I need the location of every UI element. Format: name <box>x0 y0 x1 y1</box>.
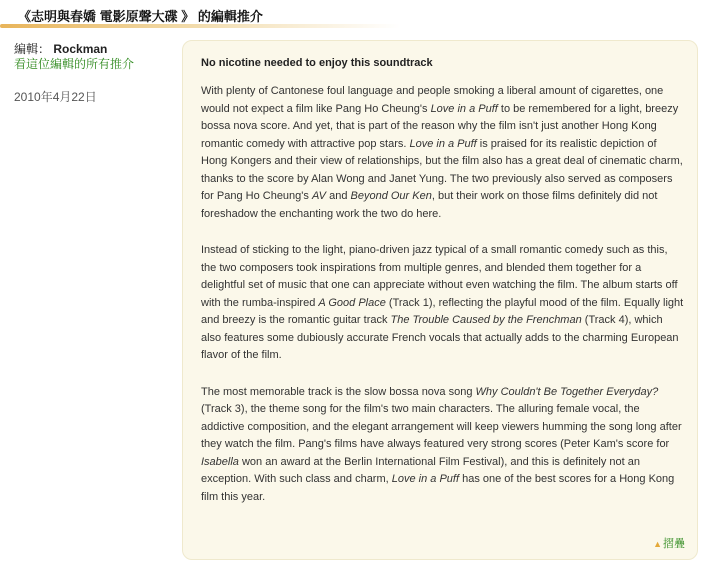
all-recommendations-link[interactable]: 看這位編輯的所有推介 <box>14 57 135 71</box>
review-paragraph-1 <box>201 83 685 223</box>
text-run: to be remembered for a light, breezy bossa nova score. And yet, that is part of the reason why the film isn't just another Hong Kong romantic comedy with attractive pop stars. <box>201 102 679 150</box>
review-paragraph-3 <box>201 384 685 507</box>
film-title: Love in a Puff <box>409 137 477 150</box>
collapse-button[interactable] <box>653 535 685 551</box>
film-title: Beyond Our Ken <box>350 190 432 202</box>
editor-line <box>14 42 184 57</box>
review-card <box>182 40 698 560</box>
review-paragraph-2 <box>201 242 685 365</box>
editor-label: 編輯： <box>14 42 51 56</box>
text-run: (Track 4), which also features some dubiously accurate French vocals that actually adds to the charming European flavor of the film. <box>201 314 679 361</box>
collapse-label: 摺疊 <box>663 538 685 550</box>
text-run: won an award at the Berlin International Film Festival), and this is definitely not an exception. With such class and charm, <box>201 455 641 485</box>
track-title: A Good Place <box>318 296 386 309</box>
text-run: (Track 3), the theme song for the film's two main characters. The alluring female vocal, the addictive composition, and the elegant arrangement will keep viewers humming the song long after they watch the film. Pang's films have always featured very strong scores (Peter Kam's score for <box>201 403 682 450</box>
film-title: AV <box>311 190 327 202</box>
track-title: Why Couldn't Be Together Everyday? <box>475 385 659 398</box>
page-header <box>0 0 710 28</box>
review-body <box>201 57 685 506</box>
triangle-up-icon: ▲ <box>653 539 662 549</box>
review-date: 2010年4月22日 <box>14 90 97 104</box>
text-run: The most memorable track is the slow bossa nova song <box>201 385 476 398</box>
editor-info <box>14 42 184 105</box>
text-run: (Track 1), reflecting the playful mood of the film. Equally light and breezy is the romantic guitar track <box>201 296 684 326</box>
film-title: Love in a Puff <box>430 102 498 115</box>
header-divider <box>0 24 400 28</box>
text-run: , but their work on those films definitely did not foreshadow the enchanting work the two do here. <box>201 190 658 220</box>
text-run: has one of the best scores for a Hong Kong film this year. <box>201 473 675 503</box>
text-run: With plenty of Cantonese foul language and people smoking a liberal amount of cigarettes, one would not expect a film like Pang Ho Cheung's <box>201 85 664 115</box>
film-title: Isabella <box>201 455 239 468</box>
track-title: The Trouble Caused by the Frenchman <box>390 314 582 326</box>
text-run: is praised for its realistic depiction of Hong Kongers and their view of relationships, but the film also has a great deal of cinematic charm, thanks to the score by Alan Wong and Janet Yung. The two previously also served as composers for Pang Ho Cheung's <box>201 137 683 202</box>
editor-name: Rockman <box>53 42 108 56</box>
page-title: 《志明與春嬌 電影原聲大碟 》 的編輯推介 <box>18 9 263 24</box>
film-title: Love in a Puff <box>391 473 460 485</box>
text-run: and <box>326 190 351 202</box>
review-title: No nicotine needed to enjoy this soundtrack <box>201 57 433 69</box>
text-run: Instead of sticking to the light, piano-driven jazz typical of a small romantic comedy such as this, the two composers took inspirations from multiple genres, and blended them together for a delightful set of music that one can appreciate without even watching the film. The album starts off with the rumba-inspired <box>201 244 678 309</box>
